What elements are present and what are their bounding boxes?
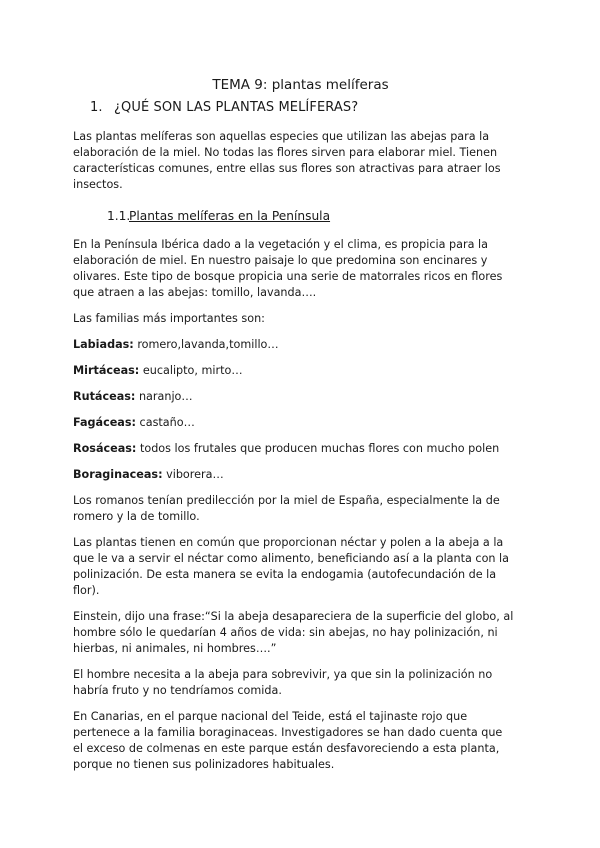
text-line: Las plantas melíferas son aquellas especies que utilizan las abejas para la <box>73 130 490 143</box>
text-line: olivares. Este tipo de bosque propicia una serie de matorrales ricos en flores <box>73 270 503 283</box>
hombre-paragraph <box>73 667 528 699</box>
family-name: Fagáceas: <box>73 416 136 429</box>
family-name: Mirtáceas: <box>73 364 140 377</box>
text-line: el exceso de colmenas en este parque están desfavoreciendo a esta planta, <box>73 742 500 755</box>
family-examples: naranjo… <box>135 390 193 403</box>
section-heading <box>73 94 528 117</box>
family-examples: castaño… <box>136 416 195 429</box>
section-number: 1. <box>90 100 103 115</box>
family-examples: romero,lavanda,tomillo… <box>133 338 279 351</box>
text-line: insectos. <box>73 178 123 191</box>
iberica-paragraph <box>73 237 528 301</box>
text-line: porque no tienen sus polinizadores habituales. <box>73 758 335 771</box>
family-name: Rosáceas: <box>73 442 137 455</box>
family-name: Boraginaceas: <box>73 468 163 481</box>
family-item <box>73 441 528 457</box>
section-heading-text: ¿QUÉ SON LAS PLANTAS MELÍFERAS? <box>114 100 359 115</box>
text-line: pertenece a la familia boraginaceas. Investigadores se han dado cuenta que <box>73 726 503 739</box>
text-line: En la Península Ibérica dado a la vegetación y el clima, es propicia para la <box>73 238 488 251</box>
text-line: hierbas, ni animales, ni hombres….” <box>73 642 277 655</box>
text-line: elaboración de miel. En nuestro paisaje lo que predomina son encinares y <box>73 254 488 267</box>
text-line: elaboración de la miel. No todas las flores sirven para elaborar miel. Tienen <box>73 146 498 159</box>
text-line: flor). <box>73 584 100 597</box>
text-line: polinización. De esta manera se evita la endogamia (autofecundación de la <box>73 568 497 581</box>
text-line: habría fruto y no tendríamos comida. <box>73 684 282 697</box>
text-line: El hombre necesita a la abeja para sobrevivir, ya que sin la polinización no <box>73 668 493 681</box>
page-title: TEMA 9: plantas melíferas <box>212 77 389 93</box>
subsection-heading <box>73 193 528 225</box>
family-item <box>73 337 528 353</box>
family-item <box>73 363 528 379</box>
plantas-paragraph <box>73 535 528 599</box>
text-line: Las plantas tienen en común que proporcionan néctar y polen a la abeja a la <box>73 536 504 549</box>
text-line: características comunes, entre ellas sus flores son atractivas para atraer los <box>73 162 501 175</box>
romanos-paragraph <box>73 493 528 525</box>
canarias-paragraph <box>73 709 528 773</box>
family-examples: viborera… <box>162 468 224 481</box>
family-item <box>73 467 528 483</box>
family-name: Labiadas: <box>73 338 134 351</box>
family-name: Rutáceas: <box>73 390 136 403</box>
text-line: Einstein, dijo una frase:“Si la abeja desapareciera de la superficie del globo, al <box>73 610 514 623</box>
text-line: que atraen a las abejas: tomillo, lavanda…. <box>73 286 317 299</box>
families-intro: Las familias más importantes son: <box>73 312 265 325</box>
family-examples: eucalipto, mirto… <box>139 364 243 377</box>
subsection-number: 1.1. <box>107 209 131 223</box>
einstein-paragraph <box>73 609 528 657</box>
text-line: que le va a servir el néctar como alimento, beneficiando así a la planta con la <box>73 552 510 565</box>
family-examples: todos los frutales que producen muchas flores con mucho polen <box>136 442 500 455</box>
text-line: romero y la de tomillo. <box>73 510 200 523</box>
family-item <box>73 389 528 405</box>
family-item <box>73 415 528 431</box>
text-line: hombre sólo le quedarían 4 años de vida: sin abejas, no hay polinización, ni <box>73 626 498 639</box>
intro-paragraph <box>73 129 528 193</box>
text-line: Los romanos tenían predilección por la miel de España, especialmente la de <box>73 494 500 507</box>
text-line: En Canarias, en el parque nacional del Teide, está el tajinaste rojo que <box>73 710 468 723</box>
subsection-heading-text: Plantas melíferas en la Península <box>129 209 331 223</box>
